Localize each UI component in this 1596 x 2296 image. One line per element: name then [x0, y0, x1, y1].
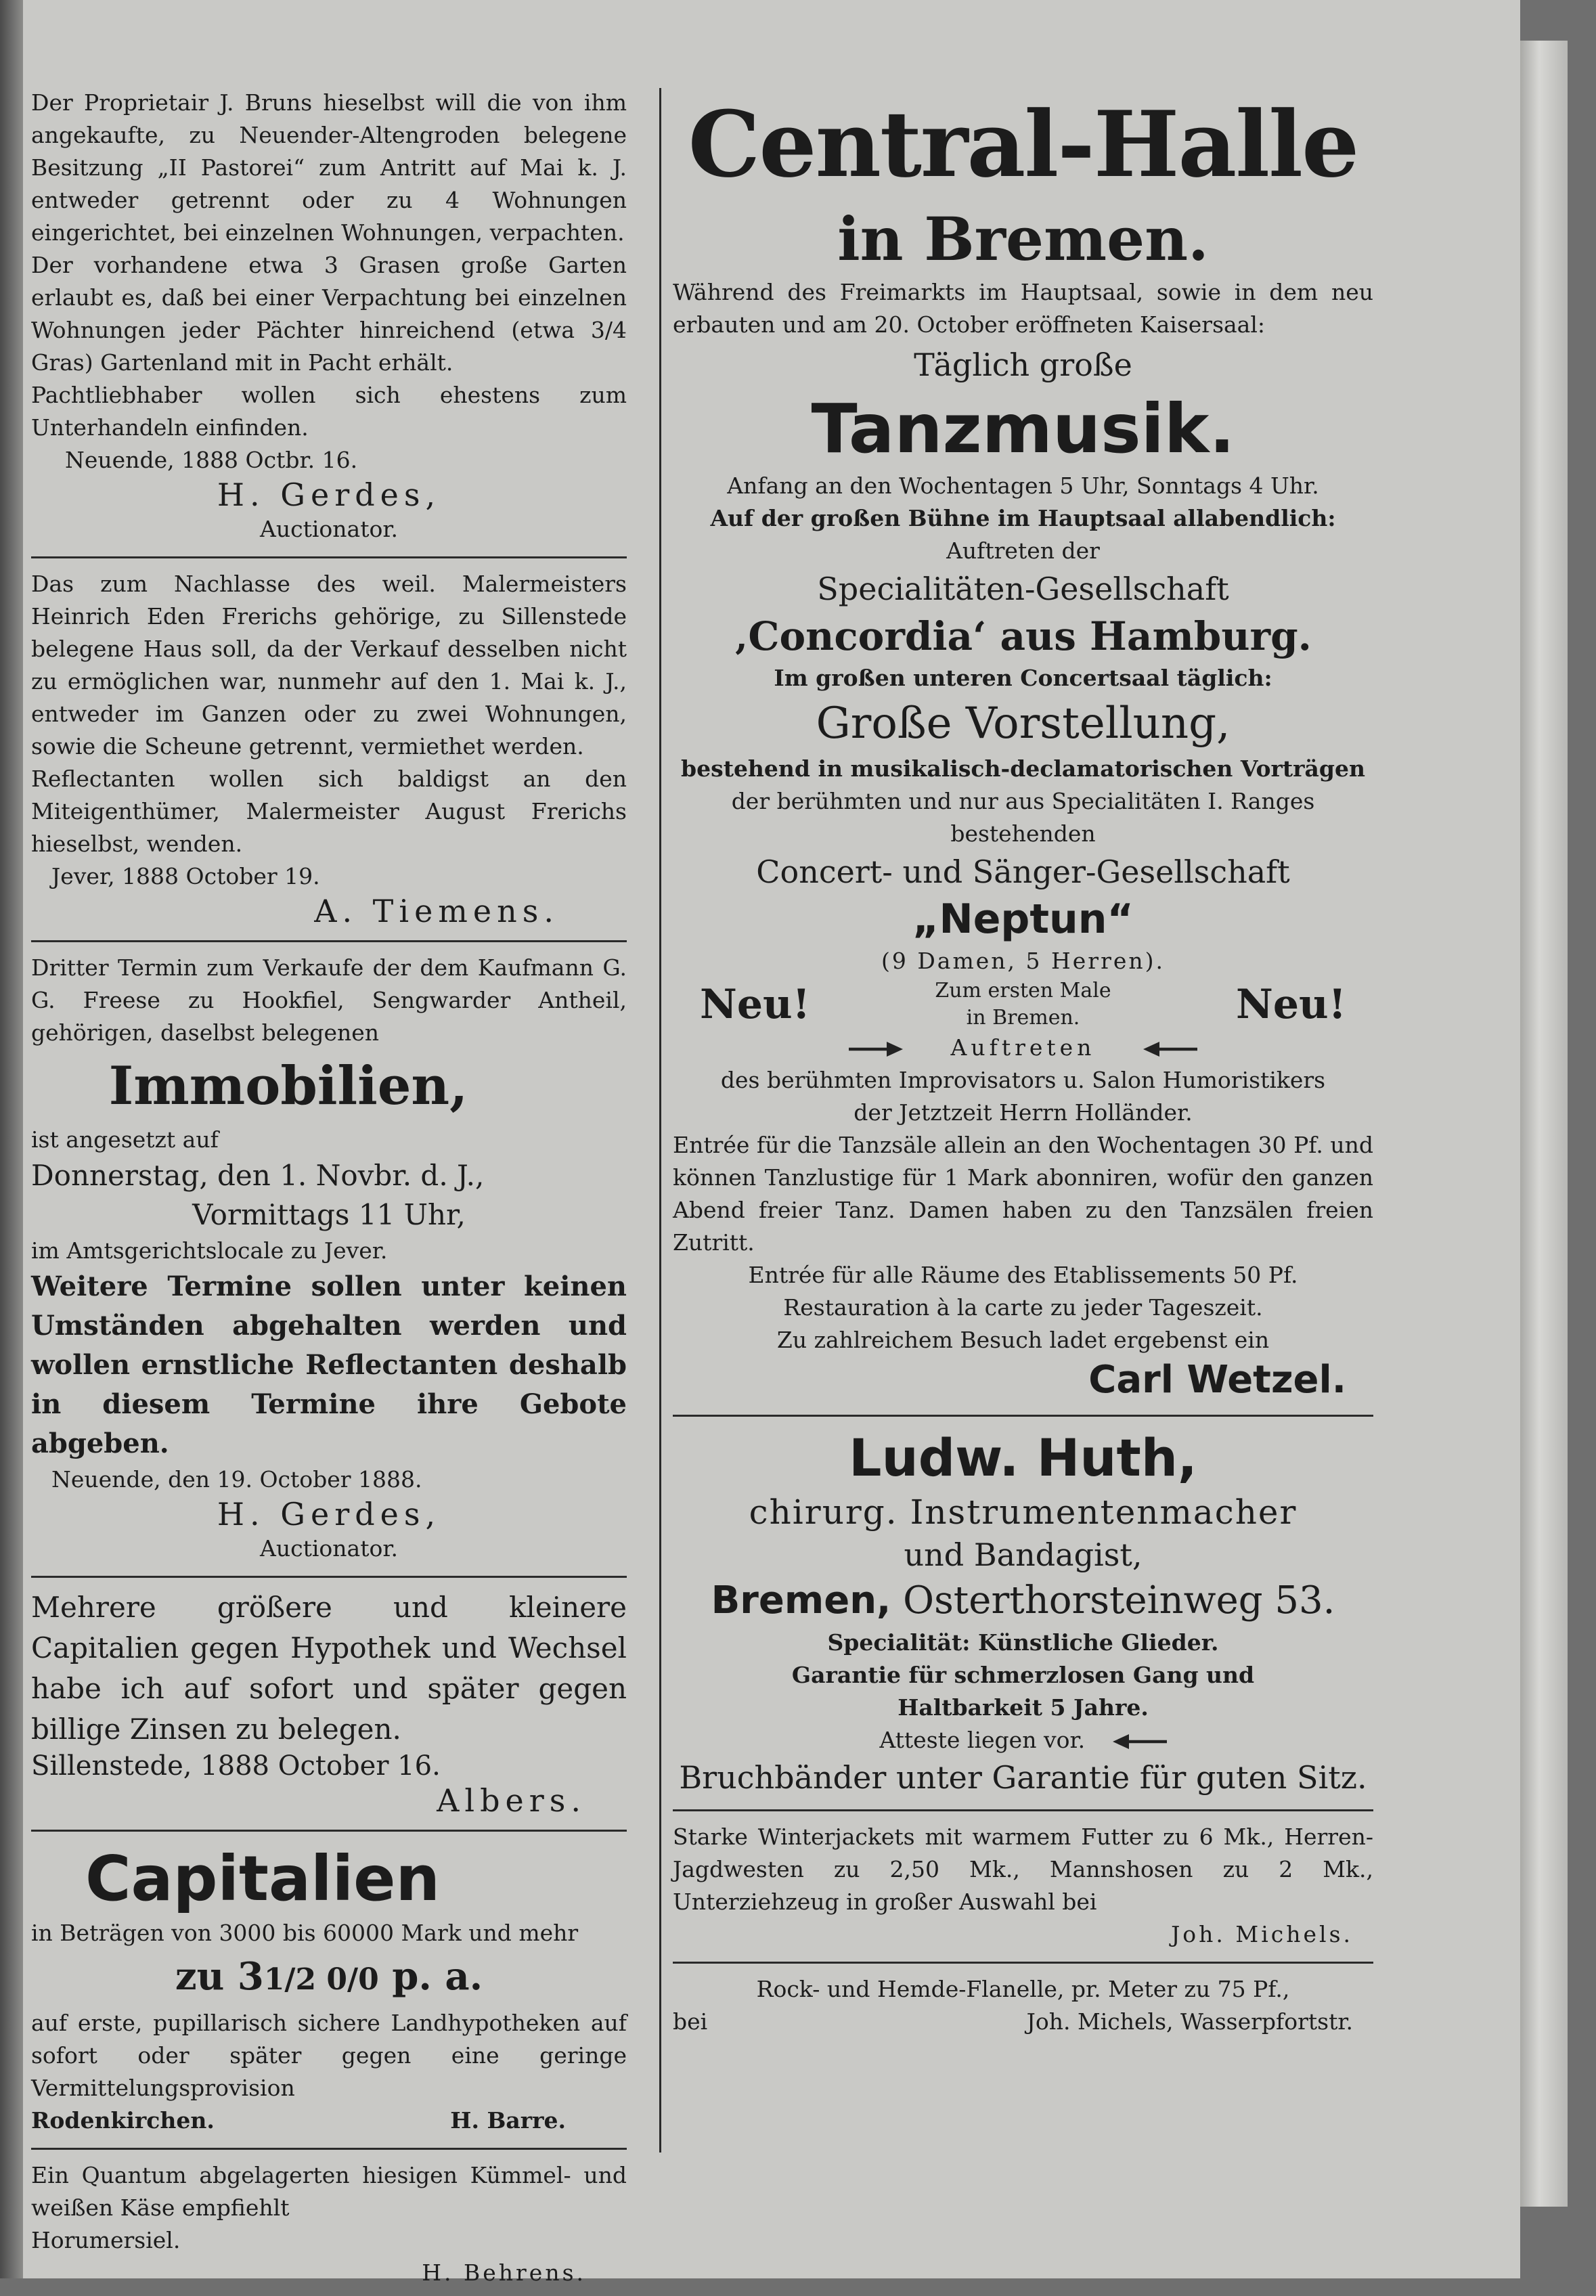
ad-text: Im großen unteren Concertsaal täglich:	[774, 665, 1272, 691]
erstmal-line: in Bremen.	[966, 1006, 1080, 1030]
ad-date: Neuende, 1888 Octbr. 16.	[65, 447, 358, 473]
ad-text: Pachtliebhaber wollen sich ehestens zum Unterhandeln einfinden.	[31, 382, 627, 441]
ad-text: Bruchbänder unter Garantie für guten Sitz.	[679, 1759, 1367, 1796]
ad-text: Entrée für alle Räume des Etablissements 50 Pf.	[748, 1262, 1298, 1288]
ad-text: Dritter Termin zum Verkaufe der dem Kaufmann G. G. Freese zu Hookfiel, Sengwarder Antheil, gehörigen, daselbst belegenen	[31, 954, 627, 1046]
ad-divider	[31, 556, 627, 558]
ad-signature: H. Gerdes,	[217, 1496, 441, 1532]
ad-headline: Ludw. Huth,	[849, 1428, 1197, 1488]
ad-text: der Jetztzeit Herrn Holländer.	[854, 1099, 1193, 1126]
ad-role: Auctionator.	[260, 516, 398, 542]
rate-number: 3	[237, 1954, 264, 1999]
ad-text: auf erste, pupillarisch sichere Landhypotheken auf sofort oder später gegen eine geringe Vermittelungsprovision	[31, 2010, 627, 2101]
ad-signature: H. Barre.	[450, 2107, 566, 2134]
ad-title-city: in Bremen.	[837, 204, 1209, 274]
ad-text: Garantie für schmerzlosen Gang und	[791, 1662, 1255, 1688]
ad-text: Auf der großen Bühne im Hauptsaal allabendlich:	[710, 505, 1336, 531]
page-edge	[1520, 41, 1568, 2207]
ad-signature: Carl Wetzel.	[1088, 1358, 1346, 1402]
ad-text: Das zum Nachlasse des weil. Malermeisters Heinrich Eden Frerichs gehörige, zu Sillenstede belegene Haus soll, da der Verkauf desselben nicht zu ermöglichen war, nunmehr auf den 1. Mai k. J., entweder im Ganzen oder zu zwei Wohnungen, sowie die Scheune getrennt, vermiethet werden.	[31, 571, 627, 759]
ad-text: bei	[673, 2008, 708, 2035]
newspaper-page	[23, 0, 1520, 2286]
ad-michels-flanelle	[673, 1968, 1373, 2045]
ad-text: Ein Quantum abgelagerten hiesigen Kümmel- und weißen Käse empfiehlt	[31, 2162, 627, 2221]
rate-fraction: 1/2 0/0	[263, 1962, 379, 1997]
ad-date-line: Donnerstag, den 1. Novbr. d. J.,	[31, 1159, 485, 1192]
ad-neu: Neu!	[700, 981, 810, 1028]
ad-subtitle: Täglich große	[914, 347, 1132, 383]
ad-footer	[31, 2104, 627, 2137]
ad-divider	[673, 1415, 1373, 1417]
ad-subtitle: ‚Concordia‘ aus Hamburg.	[734, 613, 1312, 659]
ad-divider	[31, 940, 627, 942]
ad-divider	[31, 2148, 627, 2150]
ad-atteste-row	[673, 1724, 1373, 1757]
ad-headline: Immobilien,	[108, 1055, 468, 1117]
erstmal-line: Zum ersten Male	[935, 979, 1111, 1002]
ad-neu: Neu!	[1236, 981, 1346, 1028]
ad-central-halle	[673, 81, 1373, 1411]
ad-text: im Amtsgerichtslocale zu Jever.	[31, 1237, 388, 1264]
ad-title: Central-Halle	[688, 91, 1358, 198]
ad-headline: Capitalien	[85, 1842, 441, 1915]
pointing-hand-icon	[1113, 1734, 1167, 1749]
rate-suffix: p. a.	[392, 1954, 483, 1999]
ad-divider	[673, 1962, 1373, 1964]
ad-text: in Beträgen von 3000 bis 60000 Mark und mehr	[31, 1920, 579, 1946]
ad-subtitle: Concert- und Sänger-Gesellschaft	[756, 854, 1290, 890]
pointing-hand-icon	[1143, 1042, 1197, 1057]
ad-michels-jackets	[673, 1815, 1373, 1958]
ad-date: Neuende, den 19. October 1888.	[51, 1466, 422, 1493]
ad-subtitle: und Bandagist,	[904, 1537, 1143, 1573]
ad-signature: A. Tiemens.	[314, 893, 559, 929]
ad-date: Sillenstede, 1888 October 16.	[31, 1750, 441, 1782]
ad-signature: H. Behrens.	[422, 2259, 586, 2286]
ad-place: Rodenkirchen.	[31, 2107, 215, 2134]
ad-text: (9 Damen, 5 Herren).	[881, 948, 1166, 974]
ad-city: Bremen,	[711, 1578, 891, 1622]
ad-barre-capitalien	[31, 1836, 627, 2144]
ad-text: Restauration à la carte zu jeder Tageszeit.	[783, 1294, 1263, 1321]
ad-text: des berühmten Improvisators u. Salon Humoristikers	[720, 1067, 1326, 1093]
ad-text: bestehend in musikalisch-declamatorischen Vorträgen	[681, 755, 1365, 782]
ad-signature: Joh. Michels.	[1171, 1921, 1353, 1947]
ad-behrens-kaese	[31, 2154, 627, 2296]
ad-text: Atteste liegen vor.	[879, 1727, 1086, 1753]
column-divider	[659, 88, 661, 2152]
ad-text: Während des Freimarkts im Hauptsaal, sowie in dem neu erbauten und am 20. October eröffneten Kaisersaal:	[673, 279, 1373, 338]
left-column	[31, 81, 627, 2296]
ad-text: Auftreten der	[946, 537, 1100, 564]
ad-text: Specialität: Künstliche Glieder.	[827, 1629, 1219, 1656]
ad-albers-capitalien	[31, 1582, 627, 1826]
ad-subtitle: Große Vorstellung,	[816, 699, 1231, 749]
ad-auftreten-row	[673, 1032, 1373, 1064]
ad-divider	[673, 1809, 1373, 1811]
ad-signature: H. Gerdes,	[217, 477, 441, 513]
ad-footer	[673, 2006, 1373, 2038]
pointing-hand-icon	[849, 1042, 903, 1057]
ad-address-row	[673, 1575, 1373, 1627]
ad-text: Zu zahlreichem Besuch ladet ergebenst ein	[776, 1327, 1270, 1353]
right-column	[673, 81, 1373, 2045]
ad-rate	[31, 1949, 627, 2007]
ad-bold-text: Weitere Termine sollen unter keinen Umständen abgehalten werden und wollen ernstliche Reflectanten deshalb in diesem Termine ihre Gebote abgeben.	[31, 1271, 627, 1459]
ad-text: ist angesetzt auf	[31, 1126, 219, 1153]
ad-text: Auftreten	[950, 1034, 1096, 1061]
ad-text: Entrée für die Tanzsäle allein an den Wochentagen 30 Pf. und können Tanzlustige für 1 Mark abonniren, wofür den ganzen Abend freier Tanz. Damen haben zu den Tanzsälen freien Zutritt.	[673, 1132, 1373, 1256]
ad-divider	[31, 1576, 627, 1578]
ad-subtitle: „Neptun“	[912, 896, 1134, 943]
ad-huth	[673, 1421, 1373, 1805]
ad-immobilien	[31, 946, 627, 1572]
ad-headline: Tanzmusik.	[811, 389, 1235, 468]
ad-bruns-pastorei	[31, 81, 627, 552]
ad-time-line: Vormittags 11 Uhr,	[192, 1198, 466, 1231]
ad-address: Osterthorsteinweg 53.	[903, 1578, 1335, 1622]
ad-divider	[31, 1830, 627, 1832]
ad-role: Auctionator.	[260, 1535, 398, 1562]
ad-text: Der vorhandene etwa 3 Grasen große Garten erlaubt es, daß bei einer Verpachtung bei einzelnen Wohnungen jeder Pächter hinreichend (etwa 3/4 Gras) Gartenland mit in Pacht erhält.	[31, 252, 627, 376]
book-gutter	[0, 0, 23, 2278]
ad-date: Jever, 1888 October 19.	[51, 863, 320, 889]
ad-text: der berühmten und nur aus Specialitäten I. Ranges	[731, 788, 1315, 814]
rate-prefix: zu	[175, 1954, 225, 1999]
ad-signature: Joh. Michels, Wasserpfortstr.	[1026, 2008, 1353, 2035]
ad-signature: Albers.	[437, 1782, 586, 1819]
ad-neu-row	[673, 977, 1373, 1032]
ad-subtitle: Specialitäten-Gesellschaft	[817, 571, 1229, 607]
ad-text: Starke Winterjackets mit warmem Futter zu 6 Mk., Herren-Jagdwesten zu 2,50 Mk., Mannshosen zu 2 Mk., Unterziehzeug in großer Auswahl bei	[673, 1824, 1373, 1915]
ad-text: Der Proprietair J. Bruns hieselbst will die von ihm angekaufte, zu Neuender-Altengroden belegene Besitzung „II Pastorei“ zum Antritt auf Mai k. J. entweder getrennt oder zu 4 Wohnungen eingerichtet, bei einzelnen Wohnungen, verpachten.	[31, 89, 627, 246]
ad-text: Mehrere größere und kleinere Capitalien gegen Hypothek und Wechsel habe ich auf sofort und später gegen billige Zinsen zu belegen.	[31, 1591, 627, 1746]
ad-erstmal	[935, 977, 1111, 1032]
ad-text: Anfang an den Wochentagen 5 Uhr, Sonntags 4 Uhr.	[727, 472, 1319, 499]
ad-text: Reflectanten wollen sich baldigst an den Miteigenthümer, Malermeister August Frerichs hieselbst, wenden.	[31, 766, 627, 857]
ad-text: bestehenden	[950, 820, 1096, 847]
ad-place: Horumersiel.	[31, 2227, 181, 2253]
ad-text: Rock- und Hemde-Flanelle, pr. Meter zu 75 Pf.,	[756, 1976, 1290, 2002]
ad-text: Haltbarkeit 5 Jahre.	[897, 1694, 1149, 1721]
ad-frerichs-haus	[31, 562, 627, 936]
ad-subtitle: chirurg. Instrumentenmacher	[749, 1493, 1298, 1532]
